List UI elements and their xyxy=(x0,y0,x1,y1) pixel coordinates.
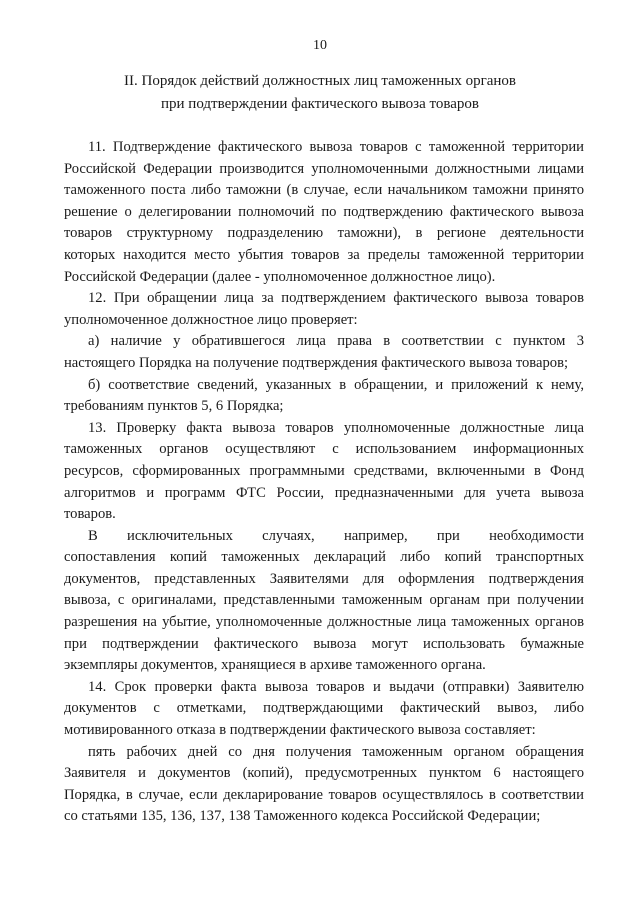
paragraph-line: таможенных органов осуществляют с использованием информационных xyxy=(64,441,584,458)
paragraph-line: требованиям пунктов 5, 6 Порядка; xyxy=(64,398,284,415)
paragraph-line: 14. Срок проверки факта вывоза товаров и выдачи (отправки) Заявителю xyxy=(88,678,584,695)
paragraph-line: уполномоченное должностное лицо проверяет: xyxy=(64,311,358,328)
paragraph-line: а) наличие у обратившегося лица права в соответствии с пунктом 3 xyxy=(88,333,584,350)
paragraph-13 xyxy=(64,418,584,526)
paragraph-line: б) соответствие сведений, указанных в обращении, и приложений к нему, xyxy=(88,376,584,393)
paragraph-12 xyxy=(64,288,584,331)
paragraph-line: сопоставления копий таможенных деклараций либо копий транспортных xyxy=(64,549,584,566)
paragraph-line: которых находится место убытия товаров за пределы таможенной территории xyxy=(64,246,584,263)
paragraph-line: В исключительных случаях, например, при необходимости xyxy=(88,527,584,544)
paragraph-line: при подтверждении фактического вывоза могут использовать бумажные xyxy=(64,635,584,652)
paragraph-line: Заявителя и документов (копий), предусмотренных пунктом 6 настоящего xyxy=(64,765,584,782)
paragraph-line: мотивированного отказа в подтверждении фактического вывоза составляет: xyxy=(64,722,536,739)
paragraph-line: товаров. xyxy=(64,506,116,523)
paragraph-14-term xyxy=(64,742,584,828)
paragraph-line: 11. Подтверждение фактического вывоза товаров с таможенной территории xyxy=(88,139,584,155)
paragraph-line: 13. Проверку факта вывоза товаров уполномоченные должностные лица xyxy=(88,419,584,436)
page-number: 10 xyxy=(313,38,327,53)
section-heading xyxy=(60,70,580,116)
paragraph-line: документов, представленных Заявителями для оформления подтверждения xyxy=(64,570,584,587)
paragraph-12a xyxy=(64,331,584,374)
paragraph-line: алгоритмов и программ ФТС России, предназначенными для учета вывоза xyxy=(64,484,584,501)
paragraph-line: ресурсов, сформированных программными средствами, включенными в Фонд xyxy=(64,462,584,479)
paragraph-line: документов с отметками, подтверждающими фактический вывоз, либо xyxy=(64,700,584,717)
paragraph-line: 12. При обращении лица за подтверждением фактического вывоза товаров xyxy=(88,290,584,307)
paragraph-line: товаров структурному подразделению таможни), в регионе деятельности xyxy=(64,225,584,242)
section-heading-line-1: II. Порядок действий должностных лиц таможенных органов xyxy=(124,73,516,89)
document-body xyxy=(64,137,584,828)
paragraph-line: Порядка, в случае, если декларирование товаров осуществлялось в соответствии xyxy=(64,786,584,803)
paragraph-line: решение о делегировании полномочий по подтверждению фактического вывоза xyxy=(64,203,584,220)
paragraph-line: разрешения на убытие, уполномоченные должностные лица таможенных органов xyxy=(64,614,584,631)
paragraph-14 xyxy=(64,677,584,742)
section-heading-line-2: при подтверждении фактического вывоза товаров xyxy=(160,96,480,112)
paragraph-13-exception xyxy=(64,526,584,677)
paragraph-line: Российской Федерации производится уполномоченными должностными лицами xyxy=(64,160,584,177)
paragraph-line: таможенного поста либо таможни (в случае, если начальником таможни принято xyxy=(64,182,584,199)
paragraph-line: со статьями 135, 136, 137, 138 Таможенного кодекса Российской Федерации; xyxy=(64,808,541,825)
paragraph-line: Российской Федерации (далее - уполномоченное должностное лицо). xyxy=(64,268,496,285)
paragraph-line: вывоза, с оригиналами, представленными таможенным органам при получении xyxy=(64,592,584,609)
paragraph-11 xyxy=(64,137,584,288)
paragraph-line: пять рабочих дней со дня получения таможенным органом обращения xyxy=(88,743,584,760)
paragraph-line: экземпляры документов, хранящиеся в архиве таможенного органа. xyxy=(64,657,486,674)
paragraph-12b xyxy=(64,375,584,418)
paragraph-line: настоящего Порядка на получение подтверждения фактического вывоза товаров; xyxy=(64,354,569,371)
